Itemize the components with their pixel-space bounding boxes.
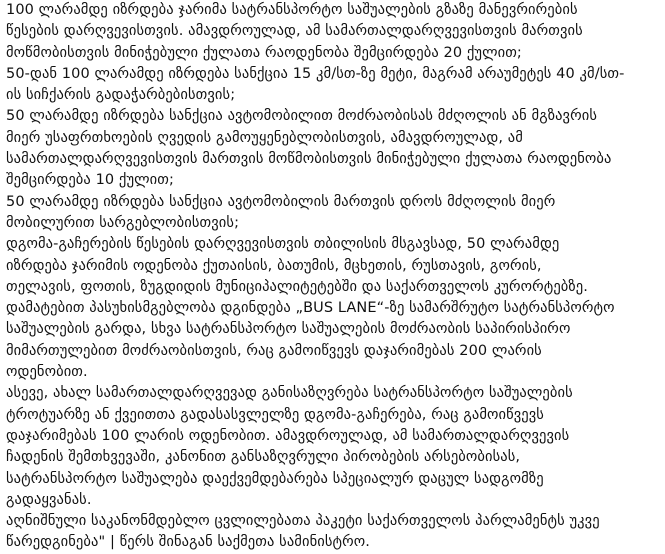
article-line: დგომა-გაჩერების წესების დარღვევისთვის თბილისის მსგავსად, 50 ლარამდე [6, 236, 560, 253]
article-line: ასევე, ახალ სამართალდარღვევად განისაზღვრება სატრანსპორტო საშუალების [6, 385, 573, 402]
article-line: 50 ლარამდე იზრდება სანქცია ავტომობილით მოძრაობისას მძღოლის ან მგზავრის [6, 108, 597, 125]
article-line: იზრდება ჯარიმის ოდენობა ქუთაისის, ბათუმის, მცხეთის, რუსთავის, გორის, [6, 257, 542, 274]
article-line: წესების დარღვევისთვის. ამავდროულად, ამ სამართალდარღვევისთვის მართვის [6, 23, 583, 40]
article-line: მიერ უსაფრთხოების ღვედის გამოუყენებლობისთვის, ამავდროულად, ამ [6, 129, 523, 146]
article-line: ტროტუარზე ან ქვეითთა გადასასვლელზე დგომა-გაჩერება, რაც გამოიწვევს [6, 406, 544, 423]
article-line: ოდენობით. [6, 364, 88, 381]
article-line: სატრანსპორტო საშუალება დაექვემდებარება სპეციალურ დაცულ სადგომზე [6, 470, 544, 487]
article-line: დამატებით პასუხისმგებლობა დგინდება „BUS LANE“-ზე სამარშრუტო სატრანსპორტო [6, 300, 615, 317]
article-line: ჩადენის შემთხვევაში, კანონით განსაზღვრული პირობების არსებობისას, [6, 449, 521, 466]
article-line: 50 ლარამდე იზრდება სანქცია ავტომობილის მართვის დროს მძღოლის მიერ [6, 193, 556, 210]
article-line: 50-დან 100 ლარამდე იზრდება სანქცია 15 კმ/სთ-ზე მეტი, მაგრამ არაუმეტეს 40 კმ/სთ- [6, 65, 625, 82]
article-line: აღნიშნული საკანონმდებლო ცვლილებათა პაკეტი საქართველოს პარლამენტს უკვე [6, 513, 600, 530]
article-line: 100 ლარამდე იზრდება ჯარიმა სატრანსპორტო საშუალების გზაზე მანევრირების [6, 2, 578, 18]
article-line: თელავის, ფოთის, ზუგდიდის მუნიციპალიტეტებში და საქართველოს კურორტებზე. [6, 278, 588, 295]
article-line: გადაყვანას. [6, 491, 92, 508]
article-line: წარედგინება" | წერს შინაგან საქმეთა სამინისტრო. [6, 534, 370, 551]
article-line: მიმართულებით მოძრაობისთვის, რაც გამოიწვევს დაჯარიმებას 200 ლარის [6, 342, 542, 359]
article-line: დაჯარიმებას 100 ლარის ოდენობით. ამავდროულად, ამ სამართალდარღვევის [6, 427, 570, 444]
article-line: სამართალდარღვევისთვის მართვის მოწმობისთვის მინიჭებული ქულათა რაოდენობა [6, 151, 612, 168]
article-line: ის სიჩქარის გადაჭარბებისთვის; [6, 87, 236, 104]
article-line: შემცირდება 10 ქულით; [6, 172, 174, 189]
article-line: მობილურით სარგებლობისთვის; [6, 214, 240, 231]
article-line: საშუალების გარდა, სხვა სატრანსპორტო საშუალების მოძრაობის საპირისპირო [6, 321, 571, 338]
article-line: მოწმობისთვის მინიჭებული ქულათა რაოდენობა შემცირდება 20 ქულით; [6, 44, 522, 61]
